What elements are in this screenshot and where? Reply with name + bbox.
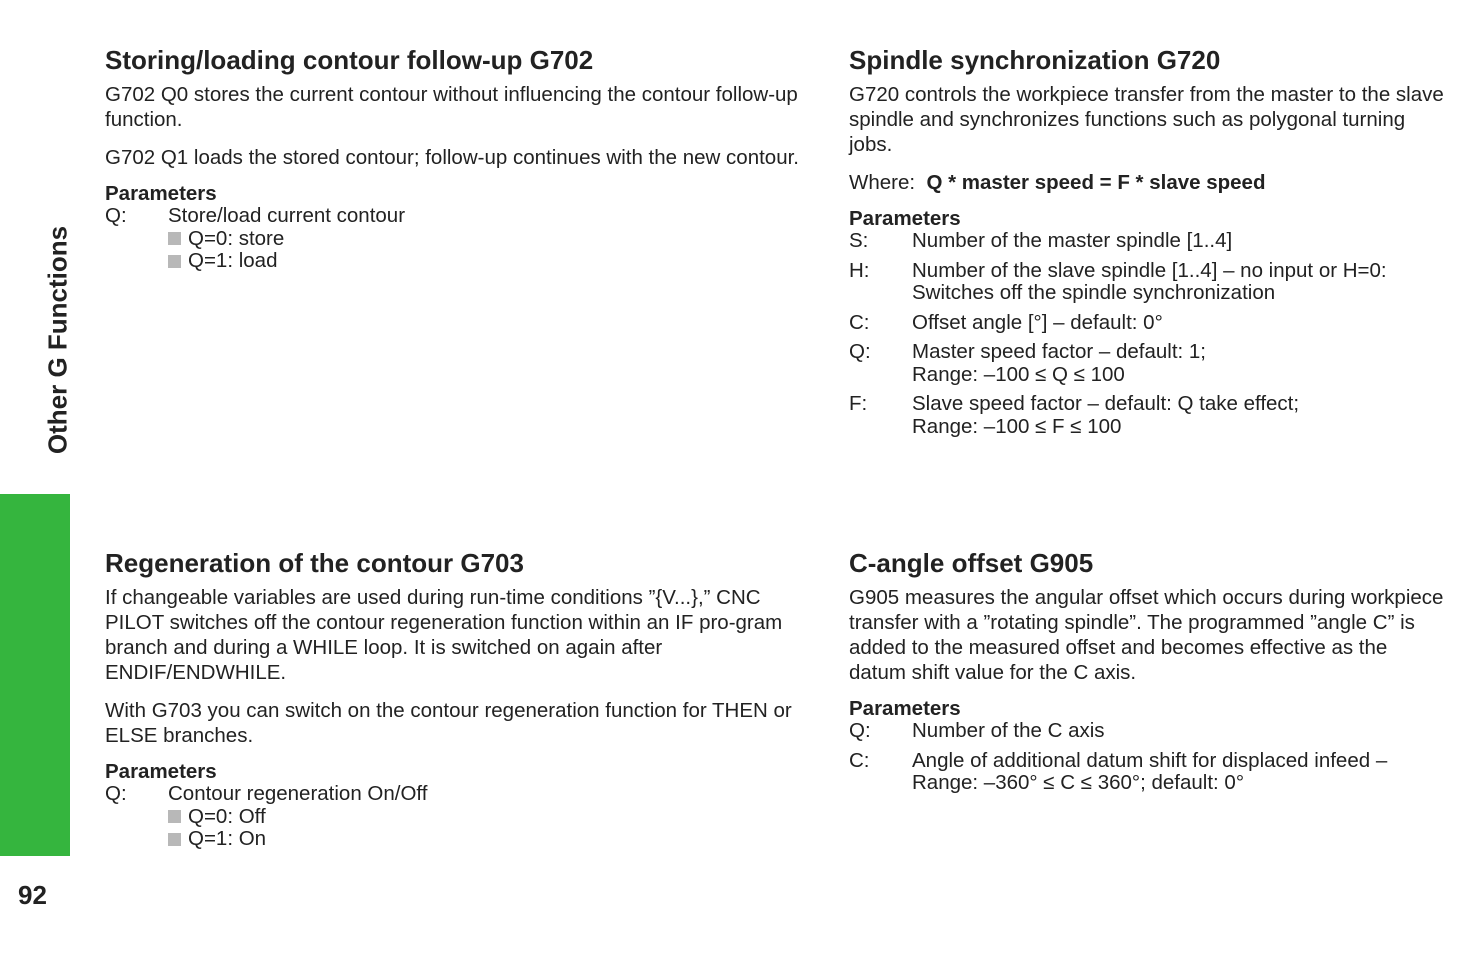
parameter-text: Slave speed factor – default: Q take effect; bbox=[912, 392, 1300, 415]
parameter-text: Master speed factor – default: 1; bbox=[912, 340, 1206, 363]
section-g702 bbox=[105, 44, 820, 280]
parameter-row bbox=[849, 312, 1449, 335]
parameter-row bbox=[849, 260, 1449, 305]
parameter-key: C: bbox=[849, 748, 870, 772]
parameter-description bbox=[912, 341, 1449, 386]
parameter-row bbox=[105, 783, 820, 851]
section-title: Regeneration of the contour G703 bbox=[105, 548, 524, 578]
option-text: Q=0: store bbox=[188, 226, 285, 250]
parameter-row bbox=[849, 393, 1449, 438]
parameter-option bbox=[168, 250, 820, 273]
parameter-row bbox=[849, 230, 1449, 253]
section-title: Storing/loading contour follow-up G702 bbox=[105, 45, 594, 75]
parameter-key: Q: bbox=[105, 204, 127, 227]
parameter-row bbox=[105, 205, 820, 273]
paragraph: G702 Q1 loads the stored contour; follow-up continues with the new contour. bbox=[105, 146, 799, 169]
parameter-option bbox=[168, 828, 820, 851]
parameter-description: Number of the slave spindle [1..4] – no input or H=0: Switches off the spindle synchronization bbox=[912, 258, 1387, 304]
parameter-description bbox=[168, 783, 820, 851]
parameter-row bbox=[849, 750, 1449, 795]
parameters-heading: Parameters bbox=[105, 182, 217, 205]
chapter-title: Other G Functions bbox=[42, 225, 73, 455]
parameter-description: Number of the master spindle [1..4] bbox=[912, 229, 1233, 252]
page-number: 92 bbox=[18, 880, 47, 910]
option-text: Q=1: On bbox=[188, 827, 267, 850]
option-text: Q=1: load bbox=[188, 249, 278, 272]
parameter-key: F: bbox=[849, 392, 868, 415]
parameter-range: Range: –100 ≤ F ≤ 100 bbox=[912, 414, 1122, 438]
parameter-text: Contour regeneration On/Off bbox=[168, 782, 428, 805]
bullet-square-icon bbox=[168, 810, 181, 823]
bullet-square-icon bbox=[168, 232, 181, 245]
parameter-range: Range: –100 ≤ Q ≤ 100 bbox=[912, 362, 1125, 386]
option-text: Q=0: Off bbox=[188, 804, 266, 828]
bullet-square-icon bbox=[168, 833, 181, 846]
parameter-row bbox=[849, 341, 1449, 386]
parameter-option bbox=[168, 806, 820, 829]
parameter-description: Number of the C axis bbox=[912, 719, 1105, 742]
paragraph: With G703 you can switch on the contour regeneration function for THEN or ELSE branches. bbox=[105, 699, 792, 747]
section-g703 bbox=[105, 547, 820, 858]
paragraph: If changeable variables are used during run-time conditions ”{V...},” CNC PILOT switches off the contour regeneration function within an IF pro-gram branch and during a WHILE loop. It is switched on again after ENDIF/ENDWHILE. bbox=[105, 586, 783, 684]
section-title: Spindle synchronization G720 bbox=[849, 45, 1221, 75]
where-formula: Q * master speed = F * slave speed bbox=[926, 171, 1266, 194]
chapter-tab-marker bbox=[0, 494, 70, 856]
parameter-key: S: bbox=[849, 229, 869, 252]
parameter-key: H: bbox=[849, 258, 870, 282]
parameter-description bbox=[168, 205, 820, 273]
parameter-description: Offset angle [°] – default: 0° bbox=[912, 310, 1163, 334]
parameter-text: Store/load current contour bbox=[168, 204, 406, 227]
parameter-description: Angle of additional datum shift for displaced infeed – Range: –360° ≤ C ≤ 360°; default: 0° bbox=[912, 748, 1388, 794]
section-g720 bbox=[849, 44, 1449, 445]
parameter-option bbox=[168, 228, 820, 251]
section-g905 bbox=[849, 547, 1449, 802]
bullet-square-icon bbox=[168, 255, 181, 268]
parameters-heading: Parameters bbox=[105, 760, 217, 783]
where-line bbox=[849, 170, 1449, 195]
section-title: C-angle offset G905 bbox=[849, 548, 1094, 578]
parameter-key: Q: bbox=[849, 340, 871, 363]
parameter-row bbox=[849, 720, 1449, 743]
paragraph: G905 measures the angular offset which occurs during workpiece transfer with a ”rotating spindle”. The programmed ”angle C” is added to the measured offset and becomes effective as the datum shift value for the C axis. bbox=[849, 586, 1444, 684]
paragraph: G720 controls the workpiece transfer from the master to the slave spindle and synchronizes functions such as polygonal turning jobs. bbox=[849, 83, 1444, 156]
parameters-heading: Parameters bbox=[849, 697, 961, 720]
parameters-heading: Parameters bbox=[849, 207, 961, 230]
parameter-key: C: bbox=[849, 310, 870, 334]
parameter-key: Q: bbox=[849, 719, 871, 742]
where-label: Where: bbox=[849, 171, 916, 194]
parameter-description bbox=[912, 393, 1449, 438]
paragraph: G702 Q0 stores the current contour without influencing the contour follow-up function. bbox=[105, 83, 798, 131]
parameter-key: Q: bbox=[105, 782, 127, 805]
